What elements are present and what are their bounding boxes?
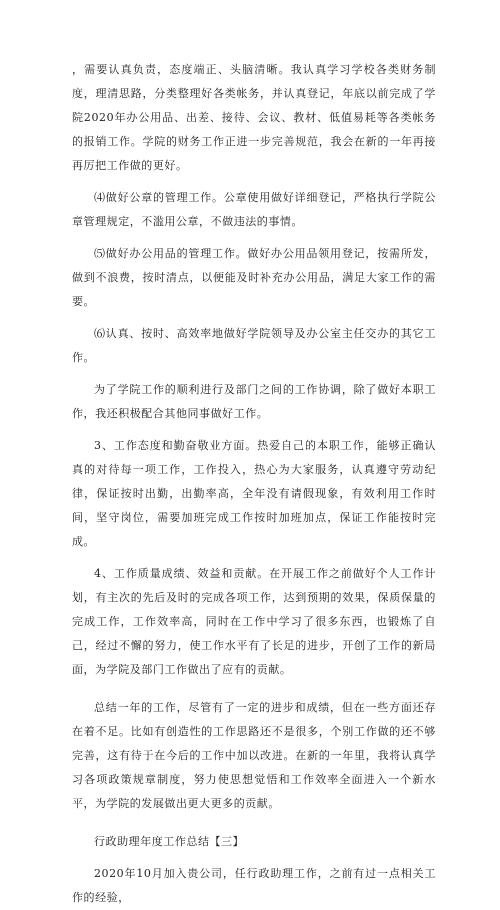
paragraph-summary: 总结一年的工作，尽管有了一定的进步和成绩，但在一些方面还存在着不足。比如有创造性的工作思路还不是很多，个别工作做的还不够完善，这有待于在今后的工作中加以改进。在新的一年里，我将认真学习各项政策规章制度，努力使思想觉悟和工作效率全面进入一个新水平，为学院的发展做出更大更多的贡献。	[72, 701, 436, 810]
section-heading: 行政助理年度工作总结【三】	[94, 835, 245, 848]
paragraph-intro: 2020年10月加入贵公司，任行政助理工作，之前有过一点相关工作的经验，	[72, 867, 436, 904]
paragraph-office-supplies: ⑸做好办公用品的管理工作。做好办公用品领用登记，按需所发，做到不浪费，按时清点，以便能及时补充办公用品，满足大家工作的需要。	[72, 247, 436, 308]
paragraph-work-quality: 4、工作质量成绩、效益和贡献。在开展工作之前做好个人工作计划，有主次的先后及时的完成各项工作，达到预期的效果，保质保量的完成工作，工作效率高，同时在工作中学习了很多东西，也锻炼了自己，经过不懈的努力，使工作水平有了长足的进步，开创了工作的新局面，为学院及部门工作做出了应有的贡献。	[72, 567, 436, 676]
paragraph-coordination: 为了学院工作的顺利进行及部门之间的工作协调，除了做好本职工作，我还积极配合其他同事做好工作。	[72, 383, 436, 420]
document-body	[72, 58, 436, 910]
paragraph-finance: ，需要认真负责，态度端正、头脑清晰。我认真学习学校各类财务制度，理清思路，分类整理好各类帐务，并认真登记，年底以前完成了学院2020年办公用品、出差、接待、会议、教材、低值易耗等各类帐务的报销工作。学院的财务工作正进一步完善规范，我会在新的一年再接再厉把工作做的更好。	[72, 63, 436, 172]
paragraph-work-attitude: 3、工作态度和勤奋敬业方面。热爱自己的本职工作，能够正确认真的对待每一项工作，工作投入，热心为大家服务，认真遵守劳动纪律，保证按时出勤，出勤率高，全年没有请假现象，有效利用工作时间，坚守岗位，需要加班完成工作按时加班加点，保证工作能按时完成。	[72, 439, 436, 548]
paragraph-seal-management: ⑷做好公章的管理工作。公章使用做好详细登记，严格执行学院公章管理规定，不滥用公章，不做违法的事情。	[72, 191, 436, 228]
paragraph-other-tasks: ⑹认真、按时、高效率地做好学院领导及办公室主任交办的其它工作。	[72, 327, 436, 364]
